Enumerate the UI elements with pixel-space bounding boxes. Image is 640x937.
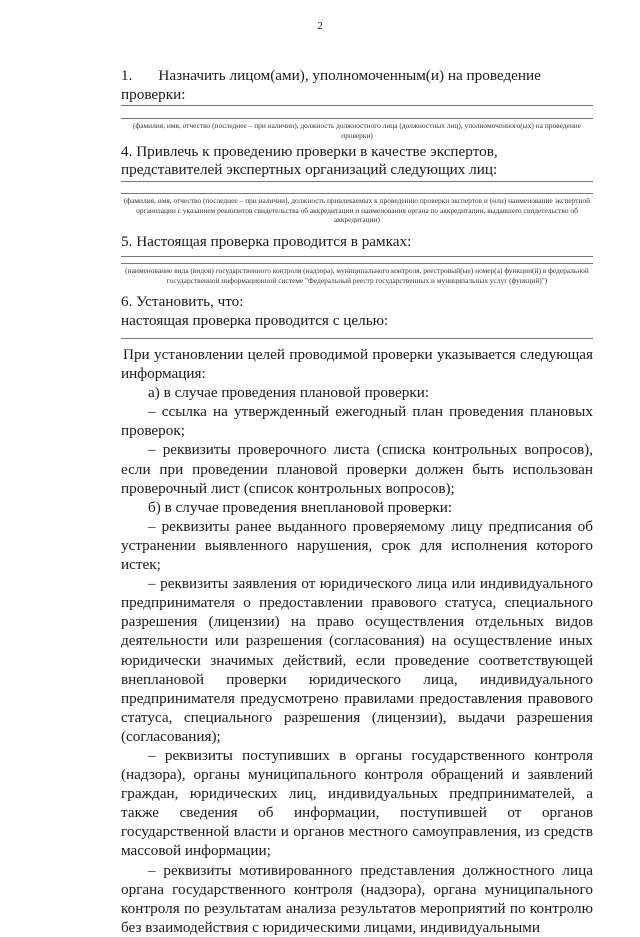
paragraph: – реквизиты мотивированного представления должностного лица органа государственного контроля (надзора), органа муниципального контроля по результатам анализа результатов мероприятий по контролю без взаимодействия с юридическими лицами, индивидуальными (121, 861, 593, 936)
item-5-line: 5. Настоящая проверка проводится в рамках: (121, 233, 412, 250)
fill-line (121, 263, 593, 264)
item-4-line-2: представителей экспертных организаций следующих лиц: (121, 161, 498, 178)
paragraph: а) в случае проведения плановой проверки: (148, 384, 430, 402)
paragraph: б) в случае проведения внеплановой проверки: (148, 498, 453, 516)
caption-experts: (фамилия, имя, отчество (последнее – при наличии), должность привлекаемых к проведению проверки экспертов и (или) наименование экспертной организации с указанием реквизитов свидетельства об аккредитации и наименования органа по аккредитации, выдавшего свидетельство об аккредитации) (123, 196, 591, 224)
fill-line (121, 193, 593, 194)
item-4-line-1: 4. Привлечь к проведению проверки в качестве экспертов, (121, 143, 498, 160)
paragraph: – ссылка на утвержденный ежегодный план проведения плановых проверок; (121, 403, 593, 440)
item-1-text: Назначить лицом(ами), уполномоченным(и) на проведение (158, 67, 541, 84)
paragraph: – реквизиты заявления от юридического лица или индивидуального предпринимателя о предоставлении правового статуса, специального разрешения (лицензии) на право осуществления отдельных видов деятельности или разрешения (согласования) на осуществление иных юридически значимых действий, если проведение соответствующей внеплановой проверки юридического лица, индивидуального предпринимателя предусмотрено правилами предоставления правового статуса, специального разрешения (лицензии), выдачи разрешения (согласования); (121, 575, 593, 745)
fill-line (121, 105, 593, 106)
fill-line (121, 338, 593, 339)
fill-line (121, 118, 593, 119)
body-text (121, 345, 593, 937)
item-1-line-1 (121, 67, 593, 85)
paragraph: – реквизиты проверочного листа (списка контрольных вопросов), если при проведении плановой проверки должен быть использован проверочный лист (список контрольных вопросов); (121, 441, 593, 497)
item-1-line-2: проверки: (121, 86, 186, 103)
paragraph: – реквизиты ранее выданного проверяемому лицу предписания об устранении выявленного нарушения, срок для исполнения которого истек; (121, 517, 593, 574)
paragraph: При установлении целей проводимой проверки указывается следующая информация: (121, 346, 593, 383)
paragraph: – реквизиты поступивших в органы государственного контроля (надзора), органы муниципального контроля обращений и заявлений граждан, юридических лиц, индивидуальных предпринимателей, а также сведения об информации, поступившей от органов государственной власти и органов местного самоуправления, из средств массовой информации; (121, 746, 593, 860)
item-1-number: 1. (121, 67, 133, 84)
item-6-line-1: 6. Установить, что: (121, 293, 244, 310)
item-6-line-2: настоящая проверка проводится с целью: (121, 312, 389, 329)
page-number: 2 (317, 20, 323, 32)
fill-line (121, 256, 593, 257)
caption-officials: (фамилия, имя, отчество (последнее – при наличии), должность должностного лица (должностных лиц), уполномоченного(ых) на проведение проверки) (132, 121, 582, 140)
fill-line (121, 181, 593, 182)
caption-control-type: (наименование вида (видов) государственного контроля (надзора), муниципального контроля, реестровый(ые) номер(а) функции(й) в федеральной государственной информационной системе "Федеральный реестр государственных и муниципальных услуг (функций)") (125, 266, 589, 285)
